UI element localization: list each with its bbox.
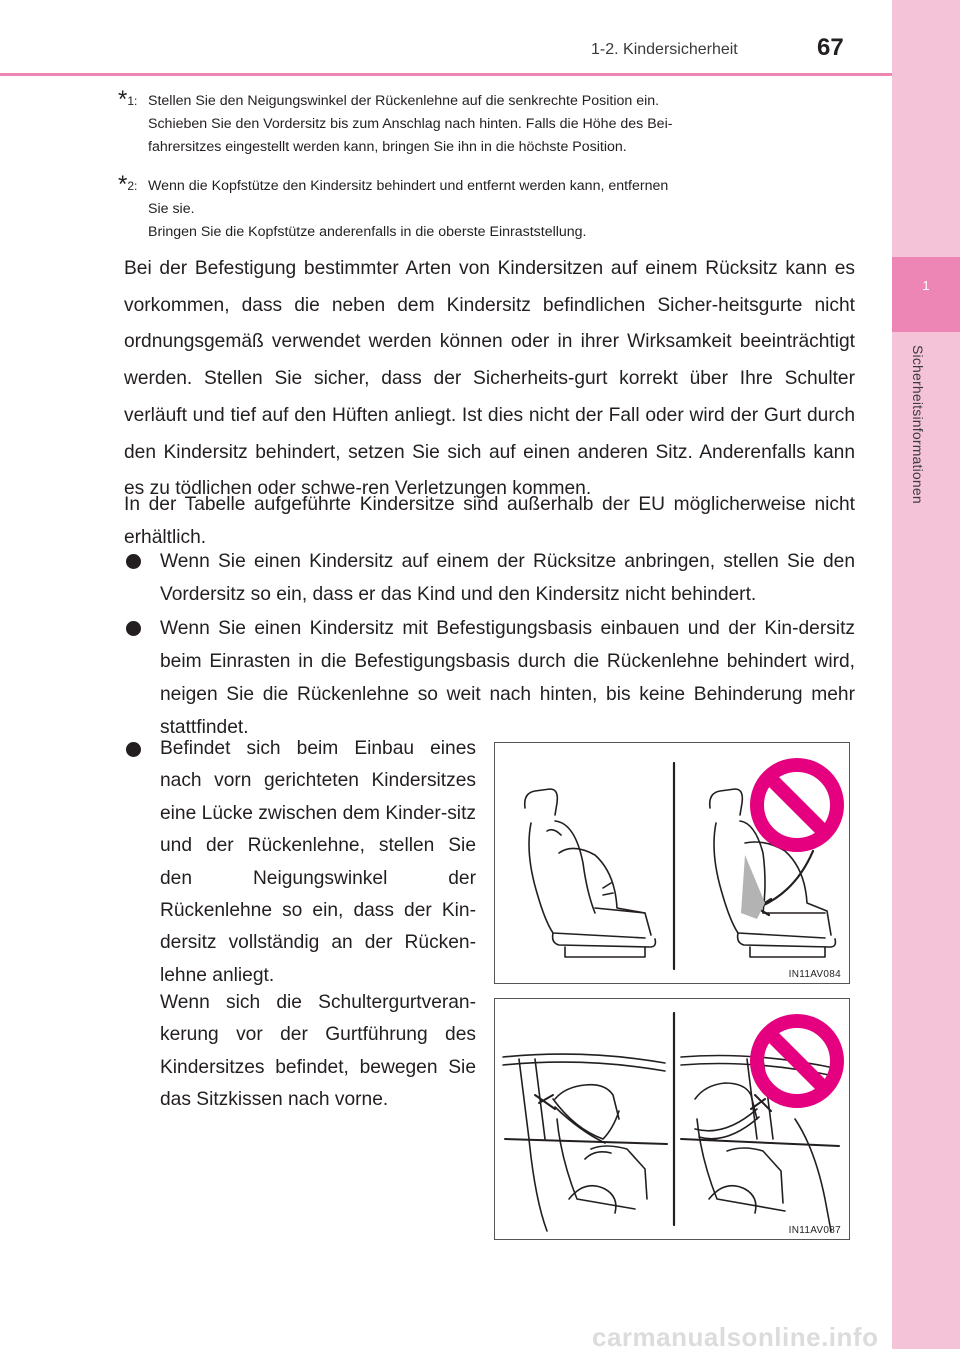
footnote-line: fahrersitzes eingestellt werden kann, bringen Sie ihn in die höchste Position. [148,139,627,155]
bullet-item: Wenn Sie einen Kindersitz mit Befestigungsbasis einbauen und der Kin-dersitz beim Einrasten in die Befestigungsbasis durch die Rückenlehne behindert wird, neigen Sie die Rückenlehne so weit nach hinten, bis keine Behinderung mehr stattfindet. [124,612,855,744]
footnote-2 [118,171,855,244]
prohibition-icon [757,765,837,845]
footnote-1 [118,86,855,159]
figure-belt-anchor [494,998,850,1240]
bullet-icon [126,742,141,757]
gap-highlight [741,855,765,919]
side-tab [892,0,960,1349]
continuation-paragraph: Wenn sich die Schultergurtveran-kerung vor der Gurtführung des Kindersitzes befindet, bewegen Sie das Sitzkissen nach vorne. [160,992,476,1111]
figure-seat-gap [494,742,850,984]
chapter-tab-active[interactable] [892,257,960,332]
bullet-item: Befindet sich beim Einbau eines nach vorn gerichteten Kindersitzes eine Lücke zwischen dem Kinder-sitz und der Rückenlehne, stellen Sie den Neigungswinkel der Rückenlehne so ein, dass der Kin-dersitz vollständig an der Rücken-lehne anliegt. [124,733,476,992]
footnote-marker: *2: [118,171,138,198]
chapter-title: Sicherheitsinformationen [910,345,926,504]
figure-code: IN11AV084 [788,969,841,980]
belt-anchor-illustration [495,999,849,1239]
bullet-item: Wenn Sie einen Kindersitz auf einem der Rücksitze anbringen, stellen Sie den Vordersitz so ein, dass er das Kind und den Kindersitz nicht behindert. [124,545,855,611]
prohibition-icon [757,1021,837,1101]
footnote-marker: *1: [118,86,138,113]
watermark: carmanualsonline.info [592,1322,879,1352]
warning-paragraph: Bei der Befestigung bestimmter Arten von Kindersitzen auf einem Rücksitz kann es vorkommen, dass die neben dem Kindersitz befindlichen Sicher-heitsgurte nicht ordnungsgemäß verwendet werden können oder in ihrer Wirksamkeit beeinträchtigt werden. Stellen Sie sicher, dass der Sicherheits-gurt korrekt über Ihre Schulter verläuft und tief auf den Hüften anliegt. Ist dies nicht der Fall oder wird der Gurt durch den Kindersitz behindert, setzen Sie sich auf einen anderen Sitz. Anderenfalls kann es zu tödlichen oder schwe-ren Verletzungen kommen. [124,258,855,500]
section-title: 1-2. Kindersicherheit [591,41,738,58]
footnote-line: Wenn die Kopfstütze den Kindersitz behindert und entfernt werden kann, entfernen [148,178,669,194]
bullet-icon [126,621,141,636]
header-rule [0,73,892,76]
chapter-number: 1 [922,278,930,293]
page-number: 67 [817,34,844,61]
availability-paragraph: In der Tabelle aufgeführte Kindersitze sind außerhalb der EU möglicherweise nicht erhältlich. [124,494,855,548]
footnote-line: Bringen Sie die Kopfstütze anderenfalls in die oberste Einraststellung. [148,224,587,240]
seat-gap-illustration [495,743,849,983]
bullet-icon [126,554,141,569]
footnote-line: Sie sie. [148,201,195,217]
footnote-line: Stellen Sie den Neigungswinkel der Rückenlehne auf die senkrechte Position ein. [148,93,660,109]
footnote-line: Schieben Sie den Vordersitz bis zum Anschlag nach hinten. Falls die Höhe des Bei- [148,116,673,132]
figure-code: IN11AV087 [788,1225,841,1236]
